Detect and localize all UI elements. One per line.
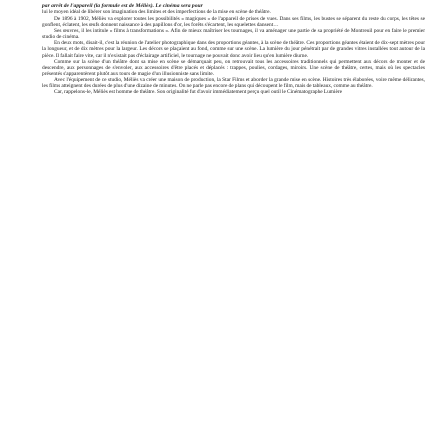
paragraph: De 1896 à 1902, Méliès va explorer toutes les possibilités « magiques » de l'appareil de prises de vues. Dans ses films, les bustes se séparent du reste du corps, les têtes se gonflent, éclatent, les œufs donnent naissance à des papillons d'or, les forêts s'écartent, les squelettes dansent… [42, 15, 425, 28]
paragraph: Ses œuvres, il les intitule « films à transformations ». Afin de mieux maîtriser les tournages, il va aménager une partie de sa propriété de Montreuil pour en faire le premier studio de cinéma. [42, 27, 425, 41]
paragraph: En deux mots, disait-il, c'est la réunion de l'atelier photographique dans des proportions géantes, à la scène de théâtre. Ces proportions géantes étaient de dix-sept mètres pour la longueur, et de dix mètres pour la largeur. Les décors se plaçaient au fond, comme sur une scène. La lumière du jour pénétrait par de grandes vitres installées tout autour de la pièce. Il fallait faire vite, car il n'existait pas d'éclairage artificiel, le tournage ne pouvait donc avoir lieu qu'en lumière diurne. [42, 40, 425, 59]
body-text [42, 9, 425, 95]
paragraph: lui le moyen idéal de libérer son imagination des limites et des imperfections de la mise en scène de théâtre. [42, 9, 271, 16]
paragraph: Car, rappelons-le, Méliès est homme de théâtre. Son originalité fut d'avoir immédiatement perçu quel outil le Cinématographe Lumière [54, 89, 343, 96]
paragraph: Comme sur la scène d'un théâtre dont sa mise en scène se démarquait peu, on retrouvait tous les accessoires traditionnels qui permettent aux décors de monter et de descendre, aux personnages de s'envoler, aux accessoires d'être placés et déplacés : trappes, poulies, cordages, miroirs. Une scène de théâtre, certes, mais où les spectacles présentés s'apparentèrent plutôt aux tours de magie d'un illusionniste sans limite. [42, 58, 425, 77]
paragraph: Avec l'équipement de ce studio, Méliès va créer une maison de production, la Star Films et aborder la grande mise en scène. Histoires très élaborées, voire même délirantes, les films atteignent des durées de plus d'une dizaine de minutes. On ne parle pas encore de plans qui découpent le film, mais de tableaux, comme au théâtre. [42, 77, 425, 90]
top-line: par arrêt de l'appareil (la formule est de Méliès). Le cinéma sera pour [42, 3, 203, 9]
